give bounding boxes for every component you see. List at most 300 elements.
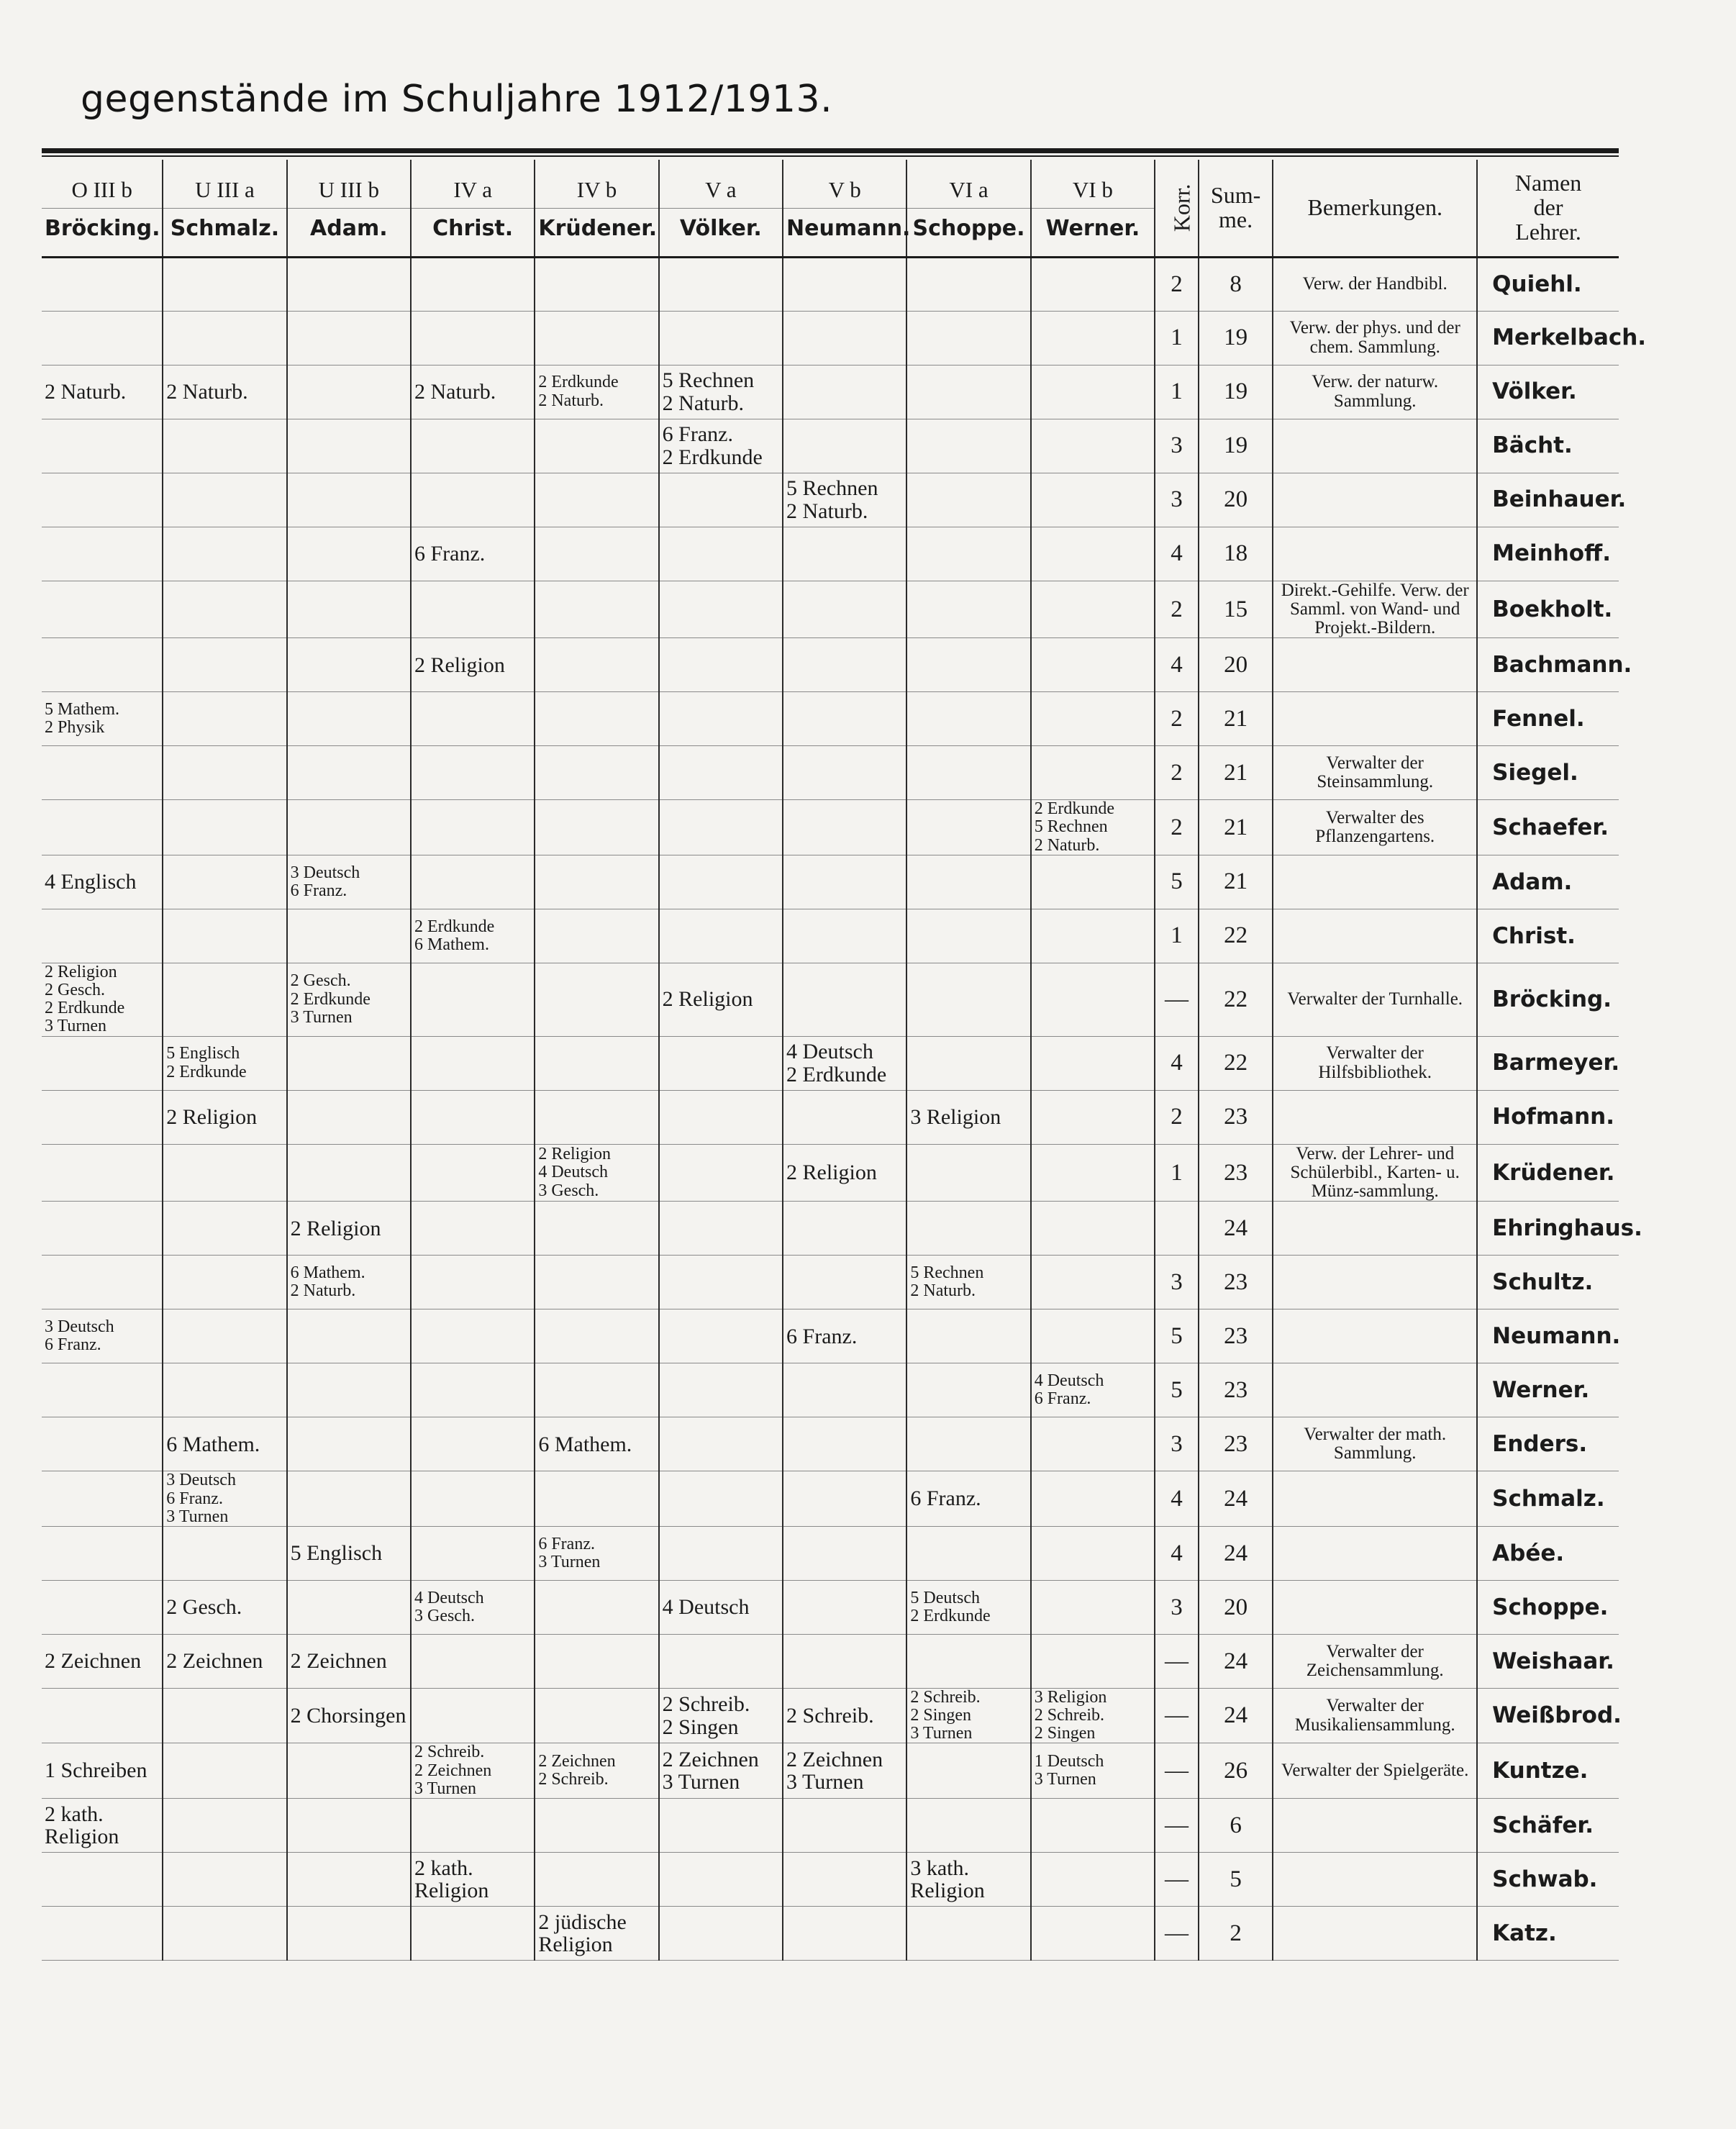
lesson-cell (287, 257, 411, 311)
lesson-cell: 5 Deutsch 2 Erdkunde (906, 1580, 1030, 1634)
lesson-cell (42, 1526, 163, 1580)
lesson-cell (783, 1417, 906, 1471)
lesson-cell (411, 1417, 535, 1471)
lesson-cell (906, 746, 1030, 800)
lesson-cell (783, 581, 906, 638)
lesson-cell (783, 311, 906, 365)
lesson-cell: 6 Franz. 2 Erdkunde (659, 419, 783, 473)
table-row (42, 1417, 1619, 1471)
bemerkung-cell: Verw. der Handbibl. (1273, 257, 1477, 311)
korr-cell: 4 (1155, 638, 1199, 692)
lesson-cell (906, 1907, 1030, 1961)
korr-cell: 2 (1155, 692, 1199, 746)
lesson-cell (287, 1417, 411, 1471)
lesson-cell (163, 1202, 286, 1256)
lesson-cell: 2 Zeichnen 2 Schreib. (535, 1743, 658, 1799)
top-rule-thin (42, 155, 1619, 157)
lesson-cell (783, 1256, 906, 1309)
lesson-cell (42, 1363, 163, 1417)
lesson-cell (42, 1036, 163, 1090)
bemerkung-cell (1273, 1363, 1477, 1417)
summe-cell: 23 (1199, 1363, 1273, 1417)
korr-cell: 5 (1155, 1363, 1199, 1417)
lesson-cell (42, 1688, 163, 1743)
lesson-cell (42, 1090, 163, 1144)
table-row (42, 1256, 1619, 1309)
lesson-cell (906, 692, 1030, 746)
lesson-cell (659, 1090, 783, 1144)
lesson-cell (906, 311, 1030, 365)
lesson-cell: 5 Rechnen 2 Naturb. (906, 1256, 1030, 1309)
lesson-cell (163, 473, 286, 527)
lesson-cell (535, 1471, 658, 1527)
lesson-cell (287, 1363, 411, 1417)
lesson-cell (535, 419, 658, 473)
table-row (42, 311, 1619, 365)
teacher-name: Bächt. (1477, 419, 1619, 473)
lesson-cell (783, 1799, 906, 1853)
table-row (42, 1799, 1619, 1853)
summe-cell: 21 (1199, 746, 1273, 800)
table-row (42, 1202, 1619, 1256)
korr-cell: 2 (1155, 746, 1199, 800)
lesson-cell: 3 kath. Religion (906, 1853, 1030, 1907)
lesson-cell (163, 1144, 286, 1202)
summe-cell: 23 (1199, 1417, 1273, 1471)
lesson-cell (163, 311, 286, 365)
bemerkungen-header: Bemerkungen. (1273, 160, 1477, 257)
lesson-cell: 2 Religion (783, 1144, 906, 1202)
lesson-cell (287, 1580, 411, 1634)
lesson-cell (783, 800, 906, 855)
lesson-cell (659, 1363, 783, 1417)
korr-cell: 2 (1155, 581, 1199, 638)
summe-cell: 19 (1199, 365, 1273, 419)
page-title: gegenstände im Schuljahre 1912/1913. (81, 78, 833, 121)
lesson-cell (287, 1799, 411, 1853)
lesson-cell (659, 909, 783, 963)
lesson-cell (659, 1634, 783, 1688)
lesson-cell (783, 1634, 906, 1688)
lesson-cell: 6 Franz. (783, 1309, 906, 1363)
lesson-cell (659, 1907, 783, 1961)
lesson-cell (163, 1363, 286, 1417)
lesson-cell (287, 1144, 411, 1202)
summe-cell: 24 (1199, 1688, 1273, 1743)
lesson-cell: 2 Religion (287, 1202, 411, 1256)
lesson-cell: 2 Naturb. (163, 365, 286, 419)
lesson-cell: 2 Erdkunde 5 Rechnen 2 Naturb. (1031, 800, 1155, 855)
summe-cell: 8 (1199, 257, 1273, 311)
lesson-cell (783, 1580, 906, 1634)
summe-cell: 2 (1199, 1907, 1273, 1961)
lesson-cell (659, 581, 783, 638)
korr-cell: 2 (1155, 1090, 1199, 1144)
lesson-cell (163, 800, 286, 855)
lesson-cell (287, 1036, 411, 1090)
korr-header: Korr. (1155, 160, 1199, 257)
korr-cell: 4 (1155, 1526, 1199, 1580)
lesson-cell (535, 1309, 658, 1363)
bemerkung-cell: Verwalter der Zeichensammlung. (1273, 1634, 1477, 1688)
bemerkung-cell: Verwalter der Turnhalle. (1273, 963, 1477, 1036)
summe-cell: 23 (1199, 1090, 1273, 1144)
lesson-cell: 2 kath. Religion (411, 1853, 535, 1907)
teacher-name: Schmalz. (1477, 1471, 1619, 1527)
lesson-cell (659, 527, 783, 581)
lesson-cell (659, 1144, 783, 1202)
lesson-cell (163, 692, 286, 746)
lesson-cell (1031, 1036, 1155, 1090)
lesson-cell (659, 692, 783, 746)
lesson-cell (411, 1090, 535, 1144)
korr-cell: 5 (1155, 855, 1199, 909)
korr-cell: 2 (1155, 800, 1199, 855)
lesson-cell (906, 257, 1030, 311)
summe-cell: 22 (1199, 909, 1273, 963)
lesson-cell (906, 1634, 1030, 1688)
lesson-cell (1031, 365, 1155, 419)
lesson-cell (411, 1471, 535, 1527)
lesson-cell: 2 Zeichnen (42, 1634, 163, 1688)
lesson-cell (411, 257, 535, 311)
korr-cell: 3 (1155, 473, 1199, 527)
lesson-cell (906, 855, 1030, 909)
lesson-cell (42, 1471, 163, 1527)
table-row (42, 638, 1619, 692)
lesson-cell (535, 1036, 658, 1090)
summe-cell: 21 (1199, 800, 1273, 855)
lesson-cell: 2 Zeichnen 3 Turnen (783, 1743, 906, 1799)
bemerkung-cell (1273, 909, 1477, 963)
lesson-cell (659, 1471, 783, 1527)
lesson-cell (783, 909, 906, 963)
lesson-cell (411, 1688, 535, 1743)
lesson-cell (163, 638, 286, 692)
lesson-cell: 2 Religion (411, 638, 535, 692)
summe-cell: 18 (1199, 527, 1273, 581)
lesson-cell (287, 581, 411, 638)
lesson-cell (287, 1743, 411, 1799)
lesson-cell: 6 Mathem. (163, 1417, 286, 1471)
lesson-cell: 2 Religion (163, 1090, 286, 1144)
lesson-cell: 2 Religion 4 Deutsch 3 Gesch. (535, 1144, 658, 1202)
korr-cell: — (1155, 963, 1199, 1036)
lesson-cell (163, 1853, 286, 1907)
summe-cell: 20 (1199, 473, 1273, 527)
lesson-cell (906, 800, 1030, 855)
lesson-cell (287, 1090, 411, 1144)
bemerkung-cell: Verwalter des Pflanzengartens. (1273, 800, 1477, 855)
lesson-cell: 6 Franz. (411, 527, 535, 581)
lesson-cell (163, 1526, 286, 1580)
lesson-cell (659, 1799, 783, 1853)
teacher-name: Krüdener. (1477, 1144, 1619, 1202)
lesson-cell (1031, 311, 1155, 365)
lesson-cell: 3 Deutsch 6 Franz. (287, 855, 411, 909)
korr-cell (1155, 1202, 1199, 1256)
summe-cell: 15 (1199, 581, 1273, 638)
lesson-cell (163, 746, 286, 800)
lesson-cell (42, 419, 163, 473)
korr-cell: 1 (1155, 909, 1199, 963)
teacher-name: Hofmann. (1477, 1090, 1619, 1144)
teacher-name: Bröcking. (1477, 963, 1619, 1036)
lesson-cell (535, 1688, 658, 1743)
table-row (42, 855, 1619, 909)
lesson-cell (411, 473, 535, 527)
lesson-cell: 2 Zeichnen (287, 1634, 411, 1688)
bemerkung-cell (1273, 638, 1477, 692)
teacher-name: Werner. (1477, 1363, 1619, 1417)
lesson-cell (906, 473, 1030, 527)
teacher-name: Barmeyer. (1477, 1036, 1619, 1090)
lesson-cell: 2 kath. Religion (42, 1799, 163, 1853)
bemerkung-cell (1273, 692, 1477, 746)
lesson-cell (783, 365, 906, 419)
lesson-cell (411, 1799, 535, 1853)
lesson-cell (411, 963, 535, 1036)
lesson-cell (411, 746, 535, 800)
lesson-cell (1031, 638, 1155, 692)
lesson-cell (1031, 855, 1155, 909)
bemerkung-cell (1273, 1580, 1477, 1634)
lesson-cell (1031, 963, 1155, 1036)
lesson-cell (411, 1036, 535, 1090)
lesson-cell (659, 1202, 783, 1256)
korr-cell: — (1155, 1853, 1199, 1907)
lesson-cell (1031, 1580, 1155, 1634)
lesson-cell (906, 638, 1030, 692)
teacher-name: Christ. (1477, 909, 1619, 963)
lesson-cell (1031, 1256, 1155, 1309)
lesson-cell (163, 1309, 286, 1363)
lesson-cell (535, 581, 658, 638)
lesson-cell (287, 1853, 411, 1907)
lesson-cell (783, 692, 906, 746)
lesson-cell: 2 Chorsingen (287, 1688, 411, 1743)
lesson-cell (535, 1799, 658, 1853)
teacher-name: Ehringhaus. (1477, 1202, 1619, 1256)
lesson-cell: 2 Zeichnen (163, 1634, 286, 1688)
table-row (42, 1580, 1619, 1634)
lesson-cell (906, 419, 1030, 473)
lesson-cell (659, 1256, 783, 1309)
teacher-name: Völker. (1477, 365, 1619, 419)
teacher-name: Schultz. (1477, 1256, 1619, 1309)
lesson-cell (42, 746, 163, 800)
lesson-cell (535, 311, 658, 365)
lesson-cell (163, 1256, 286, 1309)
lesson-cell: 5 Rechnen 2 Naturb. (783, 473, 906, 527)
bemerkung-cell: Verwalter der Spielgeräte. (1273, 1743, 1477, 1799)
lesson-cell (783, 1090, 906, 1144)
lesson-cell (163, 855, 286, 909)
lesson-cell: 2 Schreib. (783, 1688, 906, 1743)
lesson-cell (42, 473, 163, 527)
lesson-cell (163, 1688, 286, 1743)
lesson-cell: 6 Mathem. (535, 1417, 658, 1471)
table-row (42, 1144, 1619, 1202)
lesson-cell (1031, 1090, 1155, 1144)
lesson-cell (287, 1309, 411, 1363)
lesson-cell (287, 365, 411, 419)
lesson-cell (783, 855, 906, 909)
lesson-cell: 3 Religion (906, 1090, 1030, 1144)
lesson-cell: 1 Deutsch 3 Turnen (1031, 1743, 1155, 1799)
summe-cell: 19 (1199, 419, 1273, 473)
bemerkung-cell (1273, 1202, 1477, 1256)
lesson-cell: 4 Englisch (42, 855, 163, 909)
bemerkung-cell: Verw. der naturw. Sammlung. (1273, 365, 1477, 419)
lesson-cell (659, 1853, 783, 1907)
lesson-cell (1031, 1417, 1155, 1471)
lesson-cell: 2 Erdkunde 2 Naturb. (535, 365, 658, 419)
lesson-cell (1031, 473, 1155, 527)
summe-cell: 24 (1199, 1526, 1273, 1580)
lesson-cell: 5 Mathem. 2 Physik (42, 692, 163, 746)
lesson-cell (906, 1799, 1030, 1853)
class-col-5: V a Völker. (659, 160, 783, 257)
teacher-name: Kuntze. (1477, 1743, 1619, 1799)
lesson-cell (1031, 1471, 1155, 1527)
table-row (42, 1036, 1619, 1090)
lesson-cell (906, 1417, 1030, 1471)
lesson-cell (535, 963, 658, 1036)
lesson-cell (906, 1144, 1030, 1202)
teacher-name: Schaefer. (1477, 800, 1619, 855)
lesson-cell (906, 581, 1030, 638)
korr-cell: — (1155, 1743, 1199, 1799)
lesson-cell (42, 581, 163, 638)
summe-cell: 19 (1199, 311, 1273, 365)
lesson-cell (411, 1309, 535, 1363)
bemerkung-cell: Verw. der Lehrer- und Schülerbibl., Karten- u. Münz-sammlung. (1273, 1144, 1477, 1202)
lesson-cell (535, 1853, 658, 1907)
lesson-cell (1031, 909, 1155, 963)
bemerkung-cell: Direkt.-Gehilfe. Verw. der Samml. von Wand- und Projekt.-Bildern. (1273, 581, 1477, 638)
summe-cell: 23 (1199, 1256, 1273, 1309)
class-col-6: V b Neumann. (783, 160, 906, 257)
lesson-cell: 2 Schreib. 2 Zeichnen 3 Turnen (411, 1743, 535, 1799)
lesson-cell: 2 Gesch. 2 Erdkunde 3 Turnen (287, 963, 411, 1036)
lesson-cell (287, 527, 411, 581)
table-row (42, 527, 1619, 581)
table-row (42, 800, 1619, 855)
lesson-cell (659, 1526, 783, 1580)
lesson-cell (287, 1907, 411, 1961)
lesson-cell (1031, 1202, 1155, 1256)
bemerkung-cell: Verwalter der Musikaliensammlung. (1273, 1688, 1477, 1743)
teacher-name: Beinhauer. (1477, 473, 1619, 527)
korr-cell: 3 (1155, 1256, 1199, 1309)
class-col-1: U III a Schmalz. (163, 160, 286, 257)
lesson-cell (1031, 692, 1155, 746)
lesson-cell (411, 800, 535, 855)
lesson-cell (287, 638, 411, 692)
lesson-cell (42, 1144, 163, 1202)
lesson-cell (411, 1907, 535, 1961)
class-col-3: IV a Christ. (411, 160, 535, 257)
lesson-cell (287, 419, 411, 473)
lesson-cell (535, 473, 658, 527)
lesson-cell (287, 1471, 411, 1527)
lesson-cell (42, 1580, 163, 1634)
korr-cell: — (1155, 1799, 1199, 1853)
teacher-name: Enders. (1477, 1417, 1619, 1471)
lesson-cell (783, 1363, 906, 1417)
lesson-cell (783, 963, 906, 1036)
lesson-cell (42, 638, 163, 692)
bemerkung-cell (1273, 1309, 1477, 1363)
lesson-cell (535, 746, 658, 800)
lesson-cell (535, 638, 658, 692)
namen-header: Namen der Lehrer. (1477, 160, 1619, 257)
teacher-name: Schäfer. (1477, 1799, 1619, 1853)
lesson-cell (163, 909, 286, 963)
lesson-cell: 1 Schreiben (42, 1743, 163, 1799)
lesson-cell (163, 1799, 286, 1853)
lesson-cell (906, 365, 1030, 419)
summe-cell: 26 (1199, 1743, 1273, 1799)
lesson-cell (411, 1256, 535, 1309)
table-row (42, 419, 1619, 473)
bemerkung-cell (1273, 1907, 1477, 1961)
lesson-cell: 4 Deutsch 3 Gesch. (411, 1580, 535, 1634)
table-row (42, 1471, 1619, 1527)
bemerkung-cell (1273, 1853, 1477, 1907)
lesson-cell (906, 1526, 1030, 1580)
lesson-cell: 6 Franz. 3 Turnen (535, 1526, 658, 1580)
lesson-cell (659, 1036, 783, 1090)
lesson-cell (411, 692, 535, 746)
teacher-name: Merkelbach. (1477, 311, 1619, 365)
bemerkung-cell (1273, 527, 1477, 581)
table-row (42, 1526, 1619, 1580)
lesson-cell (906, 1743, 1030, 1799)
teacher-name: Fennel. (1477, 692, 1619, 746)
summe-cell: 6 (1199, 1799, 1273, 1853)
teacher-name: Boekholt. (1477, 581, 1619, 638)
lesson-cell (535, 1363, 658, 1417)
summe-cell: 24 (1199, 1471, 1273, 1527)
class-col-0: O III b Bröcking. (42, 160, 163, 257)
lesson-cell (783, 1907, 906, 1961)
summe-cell: 5 (1199, 1853, 1273, 1907)
lesson-cell: 2 Religion 2 Gesch. 2 Erdkunde 3 Turnen (42, 963, 163, 1036)
lesson-cell (411, 855, 535, 909)
bemerkung-cell: Verw. der phys. und der chem. Sammlung. (1273, 311, 1477, 365)
lesson-cell (535, 800, 658, 855)
class-col-4: IV b Krüdener. (535, 160, 658, 257)
bemerkung-cell: Verwalter der Hilfsbibliothek. (1273, 1036, 1477, 1090)
korr-cell: 4 (1155, 1471, 1199, 1527)
summe-cell: 23 (1199, 1309, 1273, 1363)
table-row (42, 1634, 1619, 1688)
lesson-cell (535, 1580, 658, 1634)
korr-cell: 1 (1155, 311, 1199, 365)
lesson-cell (659, 855, 783, 909)
teacher-name: Weishaar. (1477, 1634, 1619, 1688)
summe-cell: 23 (1199, 1144, 1273, 1202)
lesson-cell (1031, 1853, 1155, 1907)
lesson-cell (1031, 1799, 1155, 1853)
lesson-cell: 2 Gesch. (163, 1580, 286, 1634)
bemerkung-cell: Verwalter der Steinsammlung. (1273, 746, 1477, 800)
bemerkung-cell (1273, 1799, 1477, 1853)
korr-cell: — (1155, 1634, 1199, 1688)
lesson-cell: 2 Erdkunde 6 Mathem. (411, 909, 535, 963)
